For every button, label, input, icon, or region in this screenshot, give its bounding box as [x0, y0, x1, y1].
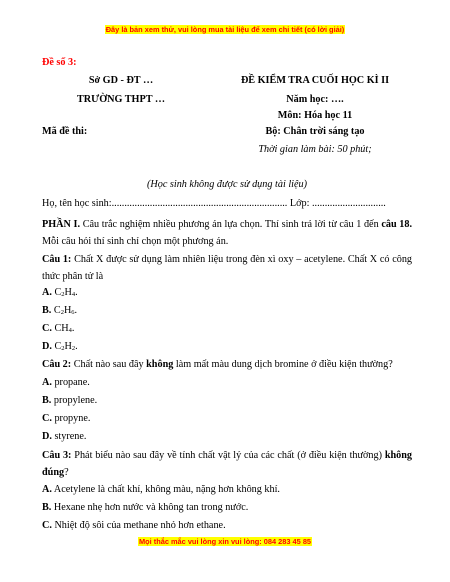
school-label: TRƯỜNG THPT …	[76, 94, 166, 105]
q3-option-c: C. Nhiệt độ sôi của methane nhỏ hơn ethane.	[42, 520, 226, 531]
school-year: Năm học: ….	[286, 94, 344, 105]
preview-banner: Đây là bản xem thử, vui lòng mua tài liệu để xem chi tiết (có lời giải)	[105, 25, 345, 34]
student-info-line: Họ, tên học sinh:..................................................................... Lớp: .............................	[42, 198, 386, 209]
exam-title: ĐỀ KIỂM TRA CUỐI HỌC KÌ II	[240, 75, 390, 86]
q3-option-a: A. Acetylene là chất khí, không màu, nặng hơn không khí.	[42, 484, 280, 495]
contact-footer: Mọi thắc mắc vui lòng xin vui lòng: 084 283 45 85	[138, 537, 312, 546]
exam-code-label: Mã đề thi:	[42, 126, 88, 137]
subject: Môn: Hóa học 11	[277, 110, 353, 121]
q3-option-b: B. Hexane nhẹ hơn nước và không tan trong nước.	[42, 502, 249, 513]
time-allowed: Thời gian làm bài: 50 phút;	[258, 144, 372, 155]
q2-option-d: D. styrene.	[42, 431, 87, 442]
no-materials-note: (Học sinh không được sử dụng tài liệu)	[146, 179, 307, 190]
question-2: Câu 2: Chất nào sau đây không làm mất màu dung dịch bromine ở điều kiện thường?	[42, 359, 393, 370]
department-label: Sở GD - ĐT …	[88, 75, 154, 86]
q1-option-b: B. $C_2H_6$.	[42, 305, 78, 316]
textbook-series: Bộ: Chân trời sáng tạo	[265, 126, 365, 137]
q1-option-d: D. $C_2H_2$.	[42, 341, 78, 352]
q1-option-c: C. $CH_4$.	[42, 323, 75, 334]
exam-number: Đề số 3:	[42, 57, 77, 68]
q2-option-a: A. propane.	[42, 377, 90, 388]
part-1-instructions: PHẦN I. Câu trắc nghiệm nhiều phương án lựa chọn. Thí sinh trả lời từ câu 1 đến câu 18. Mỗi câu hỏi thí sinh chỉ chọn một phương án.	[42, 219, 413, 247]
question-1: Câu 1: Chất X được sử dụng làm nhiên liệu trong đèn xì oxy – acetylene. Chất X có công thức phân tử là	[42, 254, 413, 282]
q1-option-a: A. $C_2H_4$.	[42, 287, 78, 298]
question-3: Câu 3: Phát biểu nào sau đây về tính chất vật lý của các chất (ở điều kiện thường) không đúng?	[42, 450, 413, 478]
q2-option-b: B. propylene.	[42, 395, 98, 406]
q2-option-c: C. propyne.	[42, 413, 91, 424]
